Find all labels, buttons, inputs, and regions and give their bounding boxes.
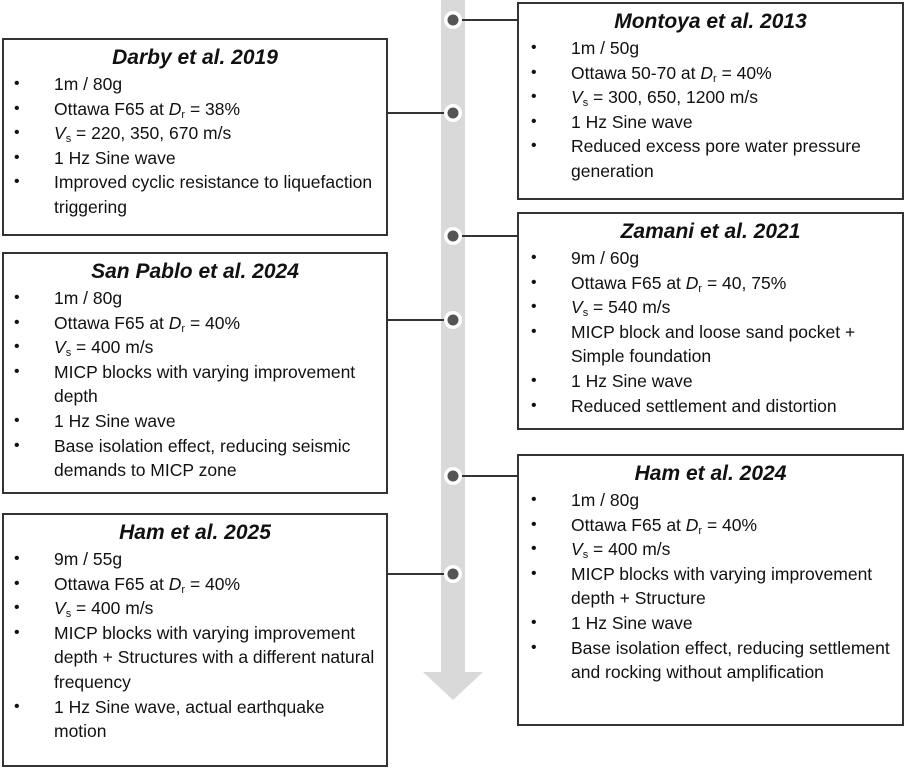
list-item: • Ottawa F65 at $D_r = 40\%$ <box>12 311 378 336</box>
list-item: • $V_s = 540$ m/s <box>527 295 894 320</box>
list-item: • $V_s = 300$, 650, 1200 m/s <box>527 85 894 110</box>
list-item: • MICP blocks with varying improvement depth + Structures with a different natural frequency <box>12 621 378 695</box>
timeline-node-ham2025 <box>444 565 462 583</box>
list-item: • Base isolation effect, reducing settlement and rocking without amplification <box>527 636 894 685</box>
list-item: • Reduced settlement and distortion <box>527 394 894 419</box>
timeline-node-ham2024 <box>444 467 462 485</box>
card-title: Montoya et al. 2013 <box>614 10 807 33</box>
timeline-node-montoya <box>444 11 462 29</box>
timeline-node-darby <box>444 104 462 122</box>
list-item: • Ottawa F65 at $D_r = 40\%$ <box>527 513 894 538</box>
card-list <box>12 547 378 744</box>
card-list <box>12 286 378 483</box>
list-item: • 1 Hz Sine wave, actual earthquake motion <box>12 695 378 744</box>
list-item: • Ottawa 50-70 at $D_r = 40\%$ <box>527 61 894 86</box>
card-list <box>527 246 894 418</box>
list-item: • MICP block and loose sand pocket + Simple foundation <box>527 320 894 369</box>
list-item: • 1 Hz Sine wave <box>527 369 894 394</box>
list-item: • Ottawa F65 at $D_r = 38\%$ <box>12 97 378 122</box>
card-montoya-2013 <box>517 2 904 200</box>
list-item: • Improved cyclic resistance to liquefaction triggering <box>12 170 378 219</box>
list-item: • 1 Hz Sine wave <box>12 146 378 171</box>
list-item: • $V_s = 400$ m/s <box>527 537 894 562</box>
card-ham-2024 <box>517 454 904 726</box>
list-item: • 9m / 55g <box>12 547 378 572</box>
list-item: • $V_s = 400$ m/s <box>12 335 378 360</box>
card-zamani-2021 <box>517 212 904 430</box>
list-item: • 1 Hz Sine wave <box>527 611 894 636</box>
list-item: • Ottawa F65 at $D_r = 40\%$ <box>12 572 378 597</box>
list-item: • Ottawa F65 at $D_r = 40$, 75% <box>527 271 894 296</box>
list-item: • 9m / 60g <box>527 246 894 271</box>
list-item: • Reduced excess pore water pressure generation <box>527 134 894 183</box>
list-item: • 1 Hz Sine wave <box>527 110 894 135</box>
card-title: Zamani et al. 2021 <box>620 220 801 243</box>
list-item: • 1m / 50g <box>527 36 894 61</box>
timeline-node-sanpablo <box>444 311 462 329</box>
list-item: • Base isolation effect, reducing seismic demands to MICP zone <box>12 434 378 483</box>
list-item: • 1m / 80g <box>12 286 378 311</box>
card-title: San Pablo et al. 2024 <box>91 260 299 283</box>
card-list <box>527 36 894 184</box>
card-title: Ham et al. 2025 <box>119 521 271 544</box>
list-item: • $V_s = 400$ m/s <box>12 596 378 621</box>
card-list <box>12 72 378 220</box>
card-title: Darby et al. 2019 <box>112 46 278 69</box>
card-title: Ham et al. 2024 <box>634 462 787 485</box>
card-darby-2019 <box>2 38 388 236</box>
list-item: • 1 Hz Sine wave <box>12 409 378 434</box>
list-item: • 1m / 80g <box>12 72 378 97</box>
list-item: • $V_s = 220$, 350, 670 m/s <box>12 121 378 146</box>
card-ham-2025 <box>2 513 388 767</box>
list-item: • 1m / 80g <box>527 488 894 513</box>
timeline-node-zamani <box>444 227 462 245</box>
card-list <box>527 488 894 685</box>
list-item: • MICP blocks with varying improvement depth + Structure <box>527 562 894 611</box>
card-san-pablo-2024 <box>2 252 388 494</box>
list-item: • MICP blocks with varying improvement depth <box>12 360 378 409</box>
